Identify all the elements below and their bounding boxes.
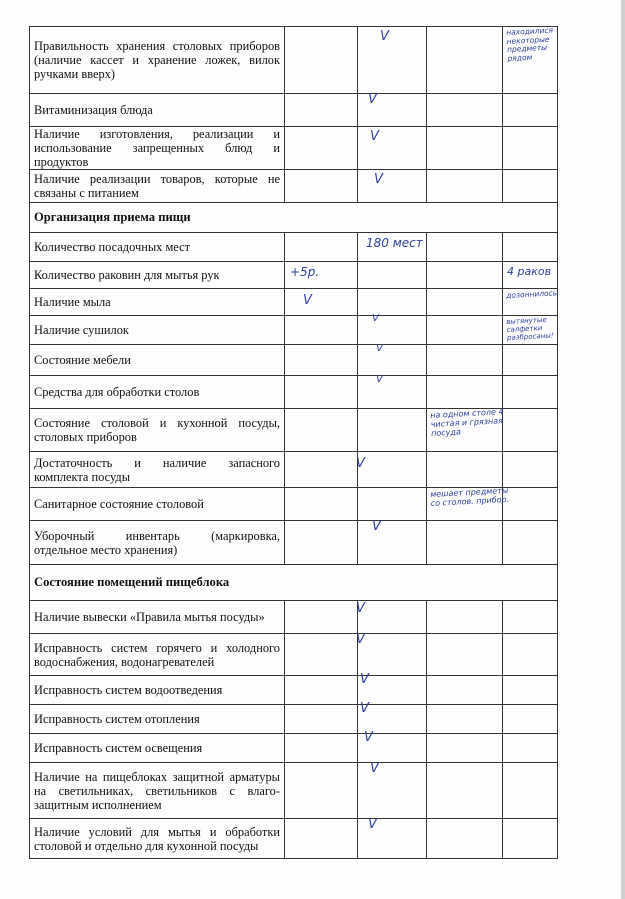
criterion-cell: Правильность хранения столовых приборов (наличие кассет и хранение ложек, вилок ручками вверх) [30, 27, 285, 94]
criterion-cell: Состояние мебели [30, 345, 285, 376]
mark-cell [503, 233, 558, 262]
mark-cell [503, 763, 558, 819]
criterion-cell: Наличие вывески «Правила мытья посуды» [30, 601, 285, 634]
mark-cell [503, 94, 558, 127]
handwritten-note: дозоннилось [506, 288, 558, 300]
check-mark: V [360, 672, 369, 687]
table-row [30, 763, 558, 819]
criterion-cell: Наличие изготовления, реализации и использование запрещенных блюд и продуктов [30, 127, 285, 170]
check-mark: V [372, 519, 381, 534]
mark-cell [427, 345, 503, 376]
table-row [30, 262, 558, 289]
mark-cell [358, 233, 427, 262]
criterion-cell: Уборочный инвентарь (маркировка, отдельное место хранения) [30, 521, 285, 565]
check-mark: V [364, 730, 373, 745]
table-row [30, 705, 558, 734]
scan-edge [621, 0, 625, 899]
mark-cell [285, 734, 358, 763]
check-mark: V [380, 29, 389, 44]
mark-cell [285, 127, 358, 170]
criterion-cell: Исправность систем освещения [30, 734, 285, 763]
mark-cell [427, 316, 503, 345]
mark-cell [285, 94, 358, 127]
check-mark: V [376, 343, 383, 354]
criterion-cell: Количество посадочных мест [30, 233, 285, 262]
mark-cell [358, 27, 427, 94]
mark-cell [427, 676, 503, 705]
mark-cell [503, 601, 558, 634]
mark-cell [285, 262, 358, 289]
table-row [30, 94, 558, 127]
mark-cell [427, 376, 503, 409]
criterion-cell: Витаминизация блюда [30, 94, 285, 127]
mark-cell [358, 819, 427, 859]
mark-cell [503, 409, 558, 452]
table-row [30, 27, 558, 94]
mark-cell [285, 763, 358, 819]
criterion-cell: Достаточность и наличие запасного комплекта посуды [30, 452, 285, 488]
handwritten-note: 180 мест [366, 236, 423, 250]
mark-cell [358, 409, 427, 452]
mark-cell [503, 345, 558, 376]
handwritten-note: находилися некоторые предметы рядом [505, 25, 554, 63]
section-row [30, 203, 558, 233]
mark-cell [358, 763, 427, 819]
table-row [30, 170, 558, 203]
criterion-cell: Состояние столовой и кухонной посуды, столовых приборов [30, 409, 285, 452]
mark-cell [358, 488, 427, 521]
table-row [30, 127, 558, 170]
check-mark: V [374, 172, 383, 187]
mark-cell [285, 289, 358, 316]
criterion-cell: Исправность систем горячего и холодного водоснабжения, водонагревателей [30, 634, 285, 676]
mark-cell [358, 376, 427, 409]
mark-cell [285, 705, 358, 734]
mark-cell [285, 345, 358, 376]
table-row [30, 676, 558, 705]
criterion-cell: Наличие условий для мытья и обработки столовой и отдельно для кухонной посуды [30, 819, 285, 859]
table-row [30, 601, 558, 634]
mark-cell [427, 170, 503, 203]
criterion-cell: Санитарное состояние столовой [30, 488, 285, 521]
mark-cell [427, 289, 503, 316]
table-row [30, 345, 558, 376]
handwritten-note: +5р. [290, 265, 320, 279]
mark-cell [503, 819, 558, 859]
mark-cell [285, 819, 358, 859]
criterion-cell: Средства для обработки столов [30, 376, 285, 409]
mark-cell [427, 94, 503, 127]
mark-cell [285, 376, 358, 409]
criterion-cell: Наличие на пищеблоках защитной арматуры на светильниках, светильников с влаго-защитным исполнением [30, 763, 285, 819]
table-row [30, 376, 558, 409]
mark-cell [285, 316, 358, 345]
mark-cell [503, 488, 558, 521]
mark-cell [285, 521, 358, 565]
criterion-cell: Наличие реализации товаров, которые не связаны с питанием [30, 170, 285, 203]
mark-cell [427, 819, 503, 859]
table-row [30, 521, 558, 565]
table-row [30, 233, 558, 262]
check-mark: V [360, 701, 369, 716]
section-heading: Состояние помещений пищеблока [30, 565, 558, 601]
mark-cell [358, 289, 427, 316]
table-row [30, 289, 558, 316]
handwritten-note: на одном столе 4 чистая и грязная посуда [430, 407, 504, 438]
mark-cell [427, 521, 503, 565]
mark-cell [503, 634, 558, 676]
mark-cell [427, 409, 503, 452]
mark-cell [358, 452, 427, 488]
check-mark: V [372, 313, 379, 324]
check-mark: V [303, 293, 312, 308]
criterion-cell: Исправность систем водоотведения [30, 676, 285, 705]
mark-cell [427, 262, 503, 289]
mark-cell [285, 170, 358, 203]
mark-cell [427, 127, 503, 170]
handwritten-note: мешает предметы со столов. прибор. [430, 485, 510, 508]
mark-cell [427, 452, 503, 488]
mark-cell [358, 730, 427, 763]
table-row [30, 734, 558, 763]
table-row [30, 409, 558, 452]
mark-cell [427, 705, 503, 734]
section-row [30, 565, 558, 601]
mark-cell [427, 763, 503, 819]
mark-cell [503, 316, 558, 345]
inspection-table [29, 26, 558, 859]
table-row [30, 488, 558, 521]
table-row [30, 634, 558, 676]
mark-cell [285, 601, 358, 634]
mark-cell [358, 345, 427, 376]
check-mark: V [368, 92, 377, 107]
mark-cell [285, 676, 358, 705]
mark-cell [503, 521, 558, 565]
mark-cell [427, 233, 503, 262]
mark-cell [427, 601, 503, 634]
mark-cell [285, 233, 358, 262]
mark-cell [427, 734, 503, 763]
check-mark: V [376, 374, 383, 385]
mark-cell [503, 452, 558, 488]
mark-cell [358, 521, 427, 565]
section-heading: Организация приема пищи [30, 203, 558, 233]
table-row [30, 316, 558, 345]
mark-cell [503, 27, 558, 94]
check-mark: V [370, 129, 379, 144]
mark-cell [358, 634, 427, 676]
check-mark: V [368, 817, 377, 832]
criterion-cell: Наличие мыла [30, 289, 285, 316]
mark-cell [427, 27, 503, 94]
mark-cell [503, 127, 558, 170]
criterion-cell: Исправность систем отопления [30, 705, 285, 734]
mark-cell [503, 734, 558, 763]
table-row [30, 452, 558, 488]
handwritten-note: 4 раков [507, 265, 552, 278]
mark-cell [358, 170, 427, 203]
mark-cell [503, 289, 558, 316]
criterion-cell: Количество раковин для мытья рук [30, 262, 285, 289]
mark-cell [503, 170, 558, 203]
mark-cell [285, 488, 358, 521]
mark-cell [285, 452, 358, 488]
mark-cell [285, 27, 358, 94]
mark-cell [503, 676, 558, 705]
mark-cell [503, 376, 558, 409]
mark-cell [503, 705, 558, 734]
mark-cell [285, 634, 358, 676]
mark-cell [503, 262, 558, 289]
criterion-cell: Наличие сушилок [30, 316, 285, 345]
mark-cell [427, 634, 503, 676]
table-row [30, 819, 558, 859]
mark-cell [358, 127, 427, 170]
check-mark: V [356, 632, 365, 647]
mark-cell [285, 409, 358, 452]
handwritten-note: вытянутые салфетки разбросаны! [506, 315, 554, 342]
check-mark: V [356, 456, 365, 471]
mark-cell [358, 601, 427, 634]
mark-cell [358, 262, 427, 289]
check-mark: V [370, 761, 379, 776]
mark-cell [358, 313, 427, 345]
check-mark: V [356, 601, 365, 616]
mark-cell [427, 485, 510, 521]
mark-cell [358, 94, 427, 127]
